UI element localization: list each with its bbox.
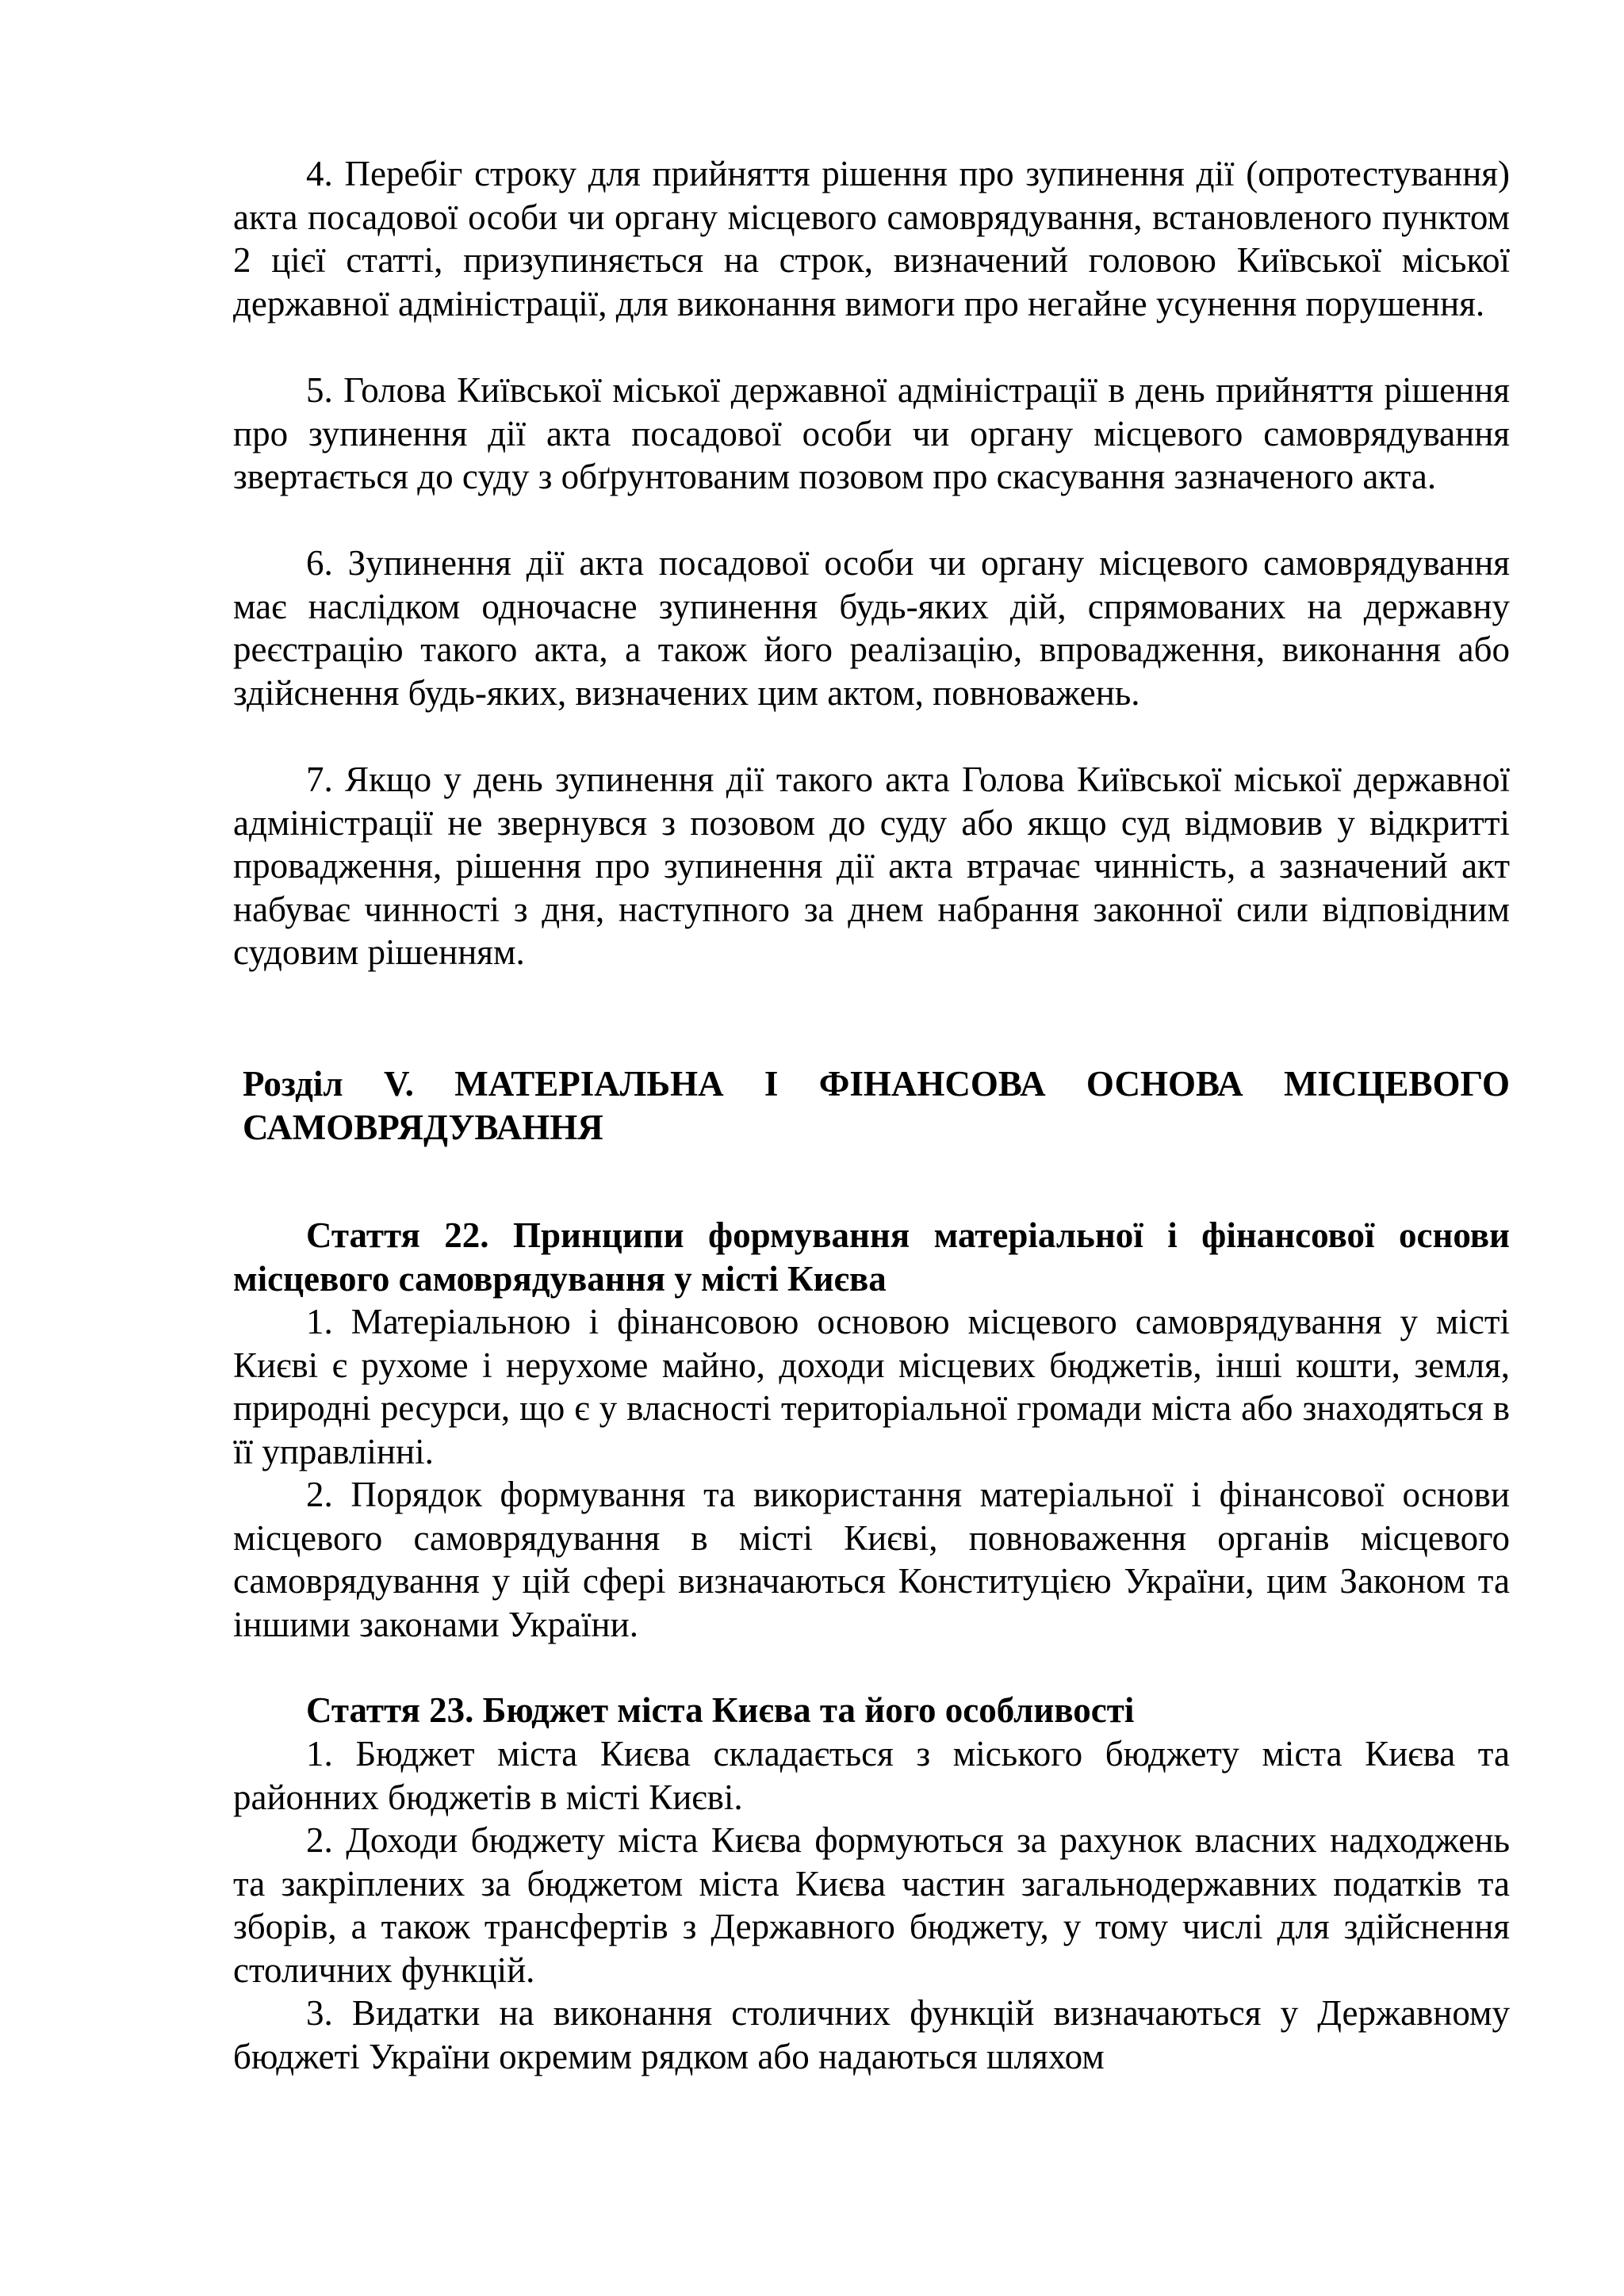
paragraph-21-6: 6. Зупинення дії акта посадової особи чи органу місцевого самоврядування має наслідком одночасне зупинення будь-яких дій, спрямованих на державну реєстрацію такого акта, а також його реалізацію, впровадження, виконання або здійснення будь-яких, визначених цим актом, повноважень. — [233, 543, 1510, 713]
article-23-title: Стаття 23. Бюджет міста Києва та його особливості — [306, 1690, 1135, 1730]
paragraph-21-4: 4. Перебіг строку для прийняття рішення про зупинення дії (опротестування) акта посадової особи чи органу місцевого самоврядування, встановленого пунктом 2 цієї статті, призупиняється на строк, визначений головою Київської міської державної адміністрації, для виконання вимоги про негайне усунення порушення. — [233, 154, 1510, 323]
paragraph-22-1: 1. Матеріальною і фінансовою основою місцевого самоврядування у місті Києві є рухоме і нерухоме майно, доходи місцевих бюджетів, інші кошти, земля, природні ресурси, що є у власності територіальної громади міста або знаходяться в її управлінні. — [233, 1302, 1510, 1471]
paragraph-21-7: 7. Якщо у день зупинення дії такого акта Голова Київської міської державної адміністрації не звернувся з позовом до суду або якщо суд відмовив у відкритті провадження, рішення про зупинення дії акта втрачає чинність, а зазначений акт набуває чинності з дня, наступного за днем набрання законної сили відповідним судовим рішенням. — [233, 760, 1510, 972]
paragraph-21-5: 5. Голова Київської міської державної адміністрації в день прийняття рішення про зупинення дії акта посадової особи чи органу місцевого самоврядування звертається до суду з обґрунтованим позовом про скасування зазначеного акта. — [233, 370, 1510, 496]
paragraph-23-3: 3. Видатки на виконання столичних функцій визначаються у Державному бюджеті України окремим рядком або надаються шляхом — [233, 1993, 1510, 2076]
paragraph-23-1: 1. Бюджет міста Києва складається з міського бюджету міста Києва та районних бюджетів в місті Києві. — [233, 1734, 1510, 1817]
article-22-title: Стаття 22. Принципи формування матеріальної і фінансової основи місцевого самоврядування у місті Києва — [233, 1215, 1510, 1299]
paragraph-23-2: 2. Доходи бюджету міста Києва формуються за рахунок власних надходжень та закріплених за бюджетом міста Києва частин загальнодержавних податків та зборів, а також трансфертів з Державного бюджету, у тому числі для здійснення столичних функцій. — [233, 1820, 1510, 1990]
paragraph-22-2: 2. Порядок формування та використання матеріальної і фінансової основи місцевого самоврядування в місті Києві, повноваження органів місцевого самоврядування у цій сфері визначаються Конституцією України, цим Законом та іншими законами України. — [233, 1475, 1510, 1644]
section-title: Розділ V. МАТЕРІАЛЬНА І ФІНАНСОВА ОСНОВА МІСЦЕВОГО САМОВРЯДУВАННЯ — [243, 1064, 1510, 1147]
